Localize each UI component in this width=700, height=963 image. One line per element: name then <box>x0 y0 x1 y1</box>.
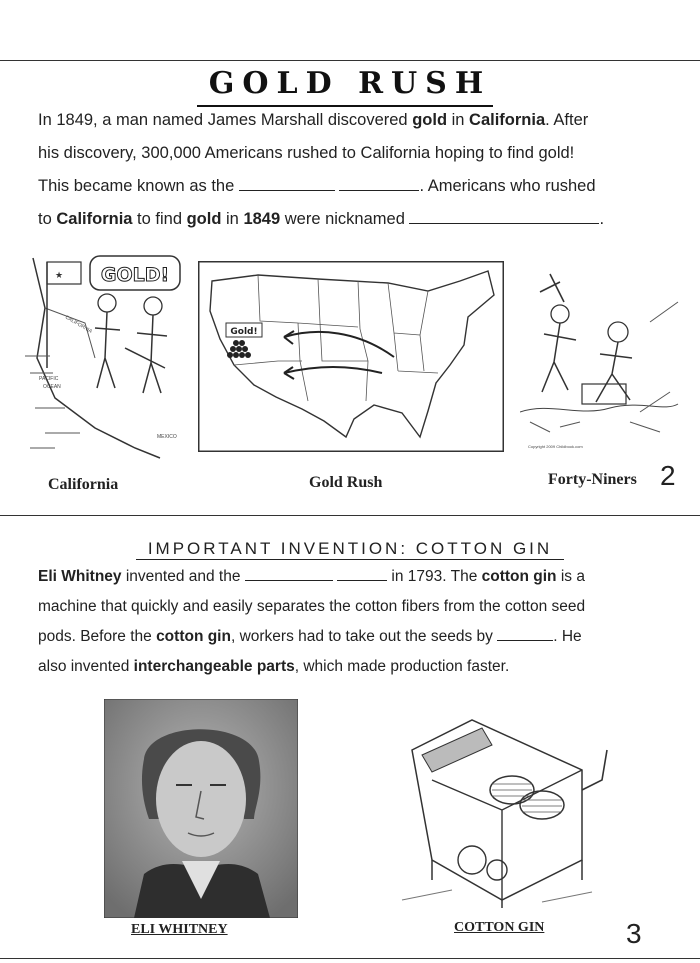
us-map <box>198 261 504 452</box>
paragraph-line: to California to find gold in 1849 were nicknamed . <box>38 203 663 236</box>
caption-gold-rush: Gold Rush <box>309 474 383 491</box>
paragraph-line: machine that quickly and easily separates the cotton fibers from the cotton seed <box>38 598 586 615</box>
map-gold-label: Gold! <box>230 327 258 337</box>
paragraph-line: In 1849, a man named James Marshall discovered gold in California. After <box>38 111 589 129</box>
svg-text:★: ★ <box>55 271 64 281</box>
svg-text:PACIFIC: PACIFIC <box>39 376 59 382</box>
fill-blank[interactable] <box>239 174 335 191</box>
paragraph-line: pods. Before the cotton gin, workers had to take out the seeds by . He <box>38 622 668 652</box>
california-illustration <box>25 248 195 463</box>
gold-sign-text: GOLD! <box>100 264 170 286</box>
invention-paragraph <box>38 562 668 682</box>
page-number: 3 <box>626 918 642 949</box>
page-number: 2 <box>660 460 676 491</box>
caption-eli-whitney: ELI WHITNEY <box>131 922 228 937</box>
section-title-underline <box>136 559 564 560</box>
fill-blank[interactable] <box>245 564 333 581</box>
paragraph-line: his discovery, 300,000 Americans rushed to California hoping to find gold! <box>38 144 575 162</box>
fill-blank[interactable] <box>337 564 387 581</box>
paragraph-line: This became known as the . Americans who rushed <box>38 170 663 203</box>
forty-niners-illustration <box>520 262 680 454</box>
bottom-divider <box>0 958 700 959</box>
gold-rush-paragraph <box>38 104 663 236</box>
fill-blank[interactable] <box>339 174 419 191</box>
caption-cotton-gin: COTTON GIN <box>454 920 545 935</box>
section-title: IMPORTANT INVENTION: COTTON GIN <box>147 539 553 558</box>
paragraph-line: also invented interchangeable parts, which made production faster. <box>38 658 510 675</box>
caption-forty-niners: Forty-Niners <box>548 471 637 488</box>
cotton-gin-illustration <box>392 710 622 910</box>
eli-whitney-portrait <box>104 699 298 918</box>
page-title: GOLD RUSH <box>208 66 492 101</box>
top-divider <box>0 60 700 61</box>
svg-text:CALIFORNIA: CALIFORNIA <box>64 314 93 335</box>
svg-text:MEXICO: MEXICO <box>157 434 177 440</box>
fill-blank[interactable] <box>409 207 599 224</box>
caption-california: California <box>48 476 119 493</box>
fill-blank[interactable] <box>497 624 553 641</box>
section-divider <box>0 515 700 516</box>
paragraph-line: Eli Whitney invented and the in 1793. The cotton gin is a <box>38 562 668 592</box>
copyright-text: Copyright 2009 Childbook.com <box>528 444 583 449</box>
svg-text:OCEAN: OCEAN <box>43 384 61 390</box>
